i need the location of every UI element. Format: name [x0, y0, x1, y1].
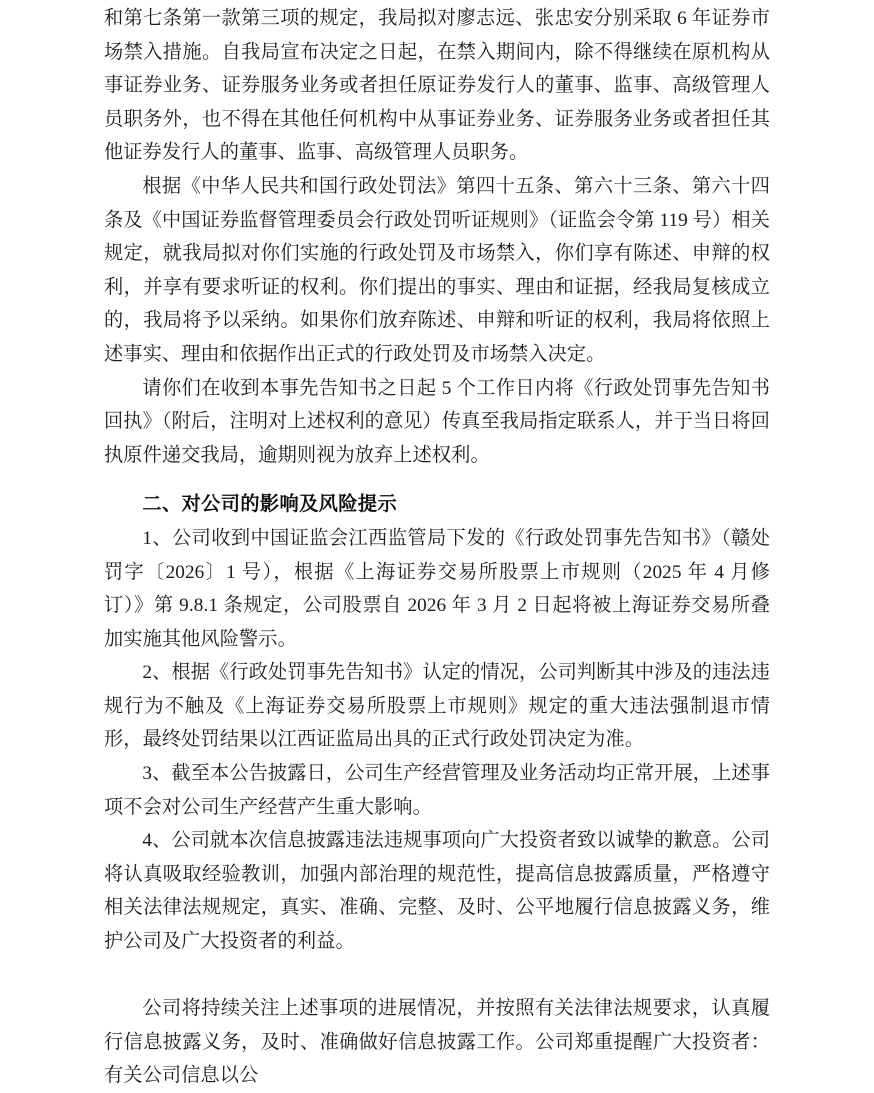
section-heading-impact-and-risk: 二、对公司的影响及风险提示 [142, 494, 398, 516]
list-item-2-delisting-assessment: 2、根据《行政处罚事先告知书》认定的情况，公司判断其中涉及的违法违规行为不触及《上海证券交易所股票上市规则》规定的重大违法强制退市情形，最终处罚结果以江西证监局出具的正式行政处罚决定为准。 [104, 662, 770, 751]
heading-spacer [104, 472, 770, 488]
paragraph-continuation-market-ban: 和第七条第一款第三项的规定，我局拟对廖志远、张忠安分别采取 6 年证券市场禁入措施。自我局宣布决定之日起，在禁入期间内，除不得继续在原机构从事证券业务、证券服务业务或者担任原证券发行人的董事、监事、高级管理人员职务外，也不得在其他任何机构中从事证券业务、证券服务业务或者担任其他证券发行人的董事、监事、高级管理人员职务。 [104, 8, 770, 164]
list-item-3-operations-normal: 3、截至本公告披露日，公司生产经营管理及业务活动均正常开展，上述事项不会对公司生产经营产生重大影响。 [104, 763, 770, 818]
paragraph-receipt-instructions: 请你们在收到本事先告知书之日起 5 个工作日内将《行政处罚事先告知书回执》（附后，注明对上述权利的意见）传真至我局指定联系人，并于当日将回执原件递交我局，逾期则视为放弃上述权利。 [104, 377, 770, 466]
paragraph-legal-basis-hearing-rights: 根据《中华人民共和国行政处罚法》第四十五条、第六十三条、第六十四条及《中国证券监督管理委员会行政处罚听证规则》（证监会令第 119 号）相关规定，就我局拟对你们实施的行政处罚及市场禁入，你们享有陈述、申辩的权利，并享有要求听证的权利。你们提出的事实、理由和证据，经我局复核成立的，我局将予以采纳。如果你们放弃陈述、申辩和听证的权利，我局将依照上述事实、理由和依据作出正式的行政处罚及市场禁入决定。 [104, 175, 770, 365]
document-body [104, 0, 770, 1093]
paragraph-closing-disclosure-reminder: 公司将持续关注上述事项的进展情况，并按照有关法律法规要求，认真履行信息披露义务，及时、准确做好信息披露工作。公司郑重提醒广大投资者：有关公司信息以公 [104, 998, 770, 1087]
list-item-1-risk-warning: 1、公司收到中国证监会江西监管局下发的《行政处罚事先告知书》（赣处罚字〔2026〕1 号），根据《上海证券交易所股票上市规则（2025 年 4 月修订）》第 9.8.1 条规定，公司股票自 2026 年 3 月 2 日起将被上海证券交易所叠加实施其他风险警示。 [104, 527, 770, 650]
closing-spacer [104, 959, 770, 993]
list-item-4-apology: 4、公司就本次信息披露违法违规事项向广大投资者致以诚挚的歉意。公司将认真吸取经验教训，加强内部治理的规范性，提高信息披露质量，严格遵守相关法律法规规定，真实、准确、完整、及时、公平地履行信息披露义务，维护公司及广大投资者的利益。 [104, 830, 770, 953]
